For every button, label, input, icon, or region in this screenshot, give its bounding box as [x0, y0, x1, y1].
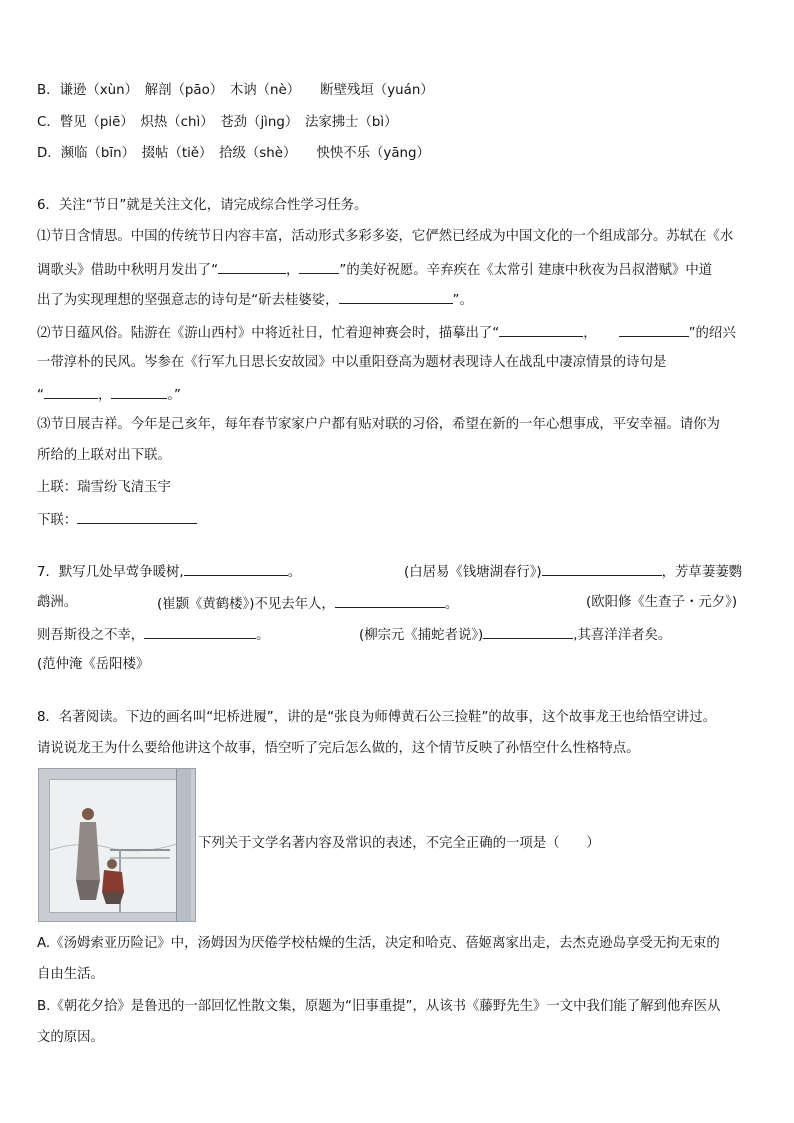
answer-blank[interactable]	[218, 260, 286, 274]
lower-couplet: 下联：	[37, 510, 197, 530]
answer-blank[interactable]	[499, 323, 583, 337]
q6-part3-line1: ⑶节日展吉祥。今年是己亥年，每年春节家家户户都有贴对联的习俗，希望在新的一年心想事成，平安幸福。请你为	[37, 417, 720, 432]
answer-blank[interactable]	[542, 562, 662, 576]
illustration-image	[38, 768, 196, 922]
q8-option-b-line2: 文的原因。	[37, 1030, 104, 1045]
upper-couplet: 上联：瑞雪纷飞清玉宇	[37, 480, 171, 495]
q7-line3-right: (柳宗元《捕蛇者说》) ,其喜洋洋者矣。	[359, 625, 671, 645]
answer-blank[interactable]	[339, 290, 453, 304]
answer-blank[interactable]	[111, 385, 167, 399]
illustration-border-band	[176, 769, 191, 921]
q6-part2-line2: 一带淳朴的民风。岑参在《行军九日思长安故园》中以重阳登高为题材表现诗人在战乱中凄凉情景的诗句是	[37, 355, 667, 370]
q6-part3-line2: 所给的上联对出下联。	[37, 448, 171, 463]
answer-blank[interactable]	[44, 385, 98, 399]
q7-line2-right: (欧阳修《生查子・元夕》)	[586, 595, 738, 610]
figure-scene-icon	[50, 780, 184, 912]
q6-part1-line3: 出了为实现理想的坚强意志的诗句是“斫去桂婆娑， ”。	[37, 290, 473, 310]
q8-line1: 8．名著阅读。下边的画名叫“圯桥进履”，讲的是“张良为师傅黄石公三捡鞋”的故事，这个故事龙王也给悟空讲过。	[37, 710, 717, 725]
q7-line4: (范仲淹《岳阳楼》	[37, 657, 150, 672]
q6-part1-line2: 调歌头》借助中秋明月发出了“ ， ”的美好祝愿。辛弃疾在《太常引 建康中秋夜为吕叔潜赋》中道	[37, 260, 712, 280]
answer-blank[interactable]	[299, 260, 339, 274]
q6-part2-line1: ⑵节日蕴风俗。陆游在《游山西村》中将近社日，忙着迎神赛会时，描摹出了“ ， ”的绍兴	[37, 323, 736, 343]
q7-line2-left: 鹉洲。	[37, 595, 78, 610]
q7-line2-mid: (崔颢《黄鹤楼》)不见去年人， 。	[157, 594, 458, 614]
q5-option-b: B．谦逊（xùn） 解剖（pāo） 木讷（nè） 断壁残垣（yuán）	[37, 83, 434, 98]
q6-part1-line1: ⑴节日含情思。中国的传统节日内容丰富，活动形式多彩多姿，它俨然已经成为中国文化的一个组成部分。苏轼在《水	[37, 229, 734, 244]
q8-option-a-line2: 自由生活。	[37, 967, 104, 982]
q7-line3-left: 则吾斯役之不幸， 。	[37, 625, 270, 645]
answer-blank[interactable]	[619, 323, 689, 337]
answer-blank[interactable]	[483, 625, 573, 639]
illustration-frame	[49, 779, 185, 913]
q8-side-question: 下列关于文学名著内容及常识的表述，不完全正确的一项是（ ）	[198, 836, 600, 851]
answer-blank[interactable]	[184, 562, 288, 576]
q8-option-a-line1: A.《汤姆索亚历险记》中，汤姆因为厌倦学校枯燥的生活，决定和哈克、蓓姬离家出走，去杰克逊岛享受无拘无束的	[37, 936, 720, 951]
q7-line1-right: (白居易《钱塘湖春行》) ，芳草萋萋鹦	[404, 562, 742, 582]
q7-line1-left: 7．默写几处早莺争暖树, 。	[37, 562, 301, 582]
answer-blank[interactable]	[77, 510, 197, 524]
answer-blank[interactable]	[144, 625, 256, 639]
q5-option-c: C．瞥见（piē） 炽热（chì） 苍劲（jìng） 法家拂士（bì）	[37, 115, 398, 130]
q6-part2-line3: “ ， 。”	[37, 385, 181, 405]
q8-line2: 请说说龙王为什么要给他讲这个故事，悟空听了完后怎么做的，这个情节反映了孙悟空什么性格特点。	[37, 741, 640, 756]
q6-stem: 6．关注“节日”就是关注文化，请完成综合性学习任务。	[37, 198, 368, 213]
q8-option-b-line1: B.《朝花夕拾》是鲁迅的一部回忆性散文集，原题为“旧事重提”，从该书《藤野先生》一文中我们能了解到他弃医从	[37, 999, 721, 1014]
q5-option-d: D．濒临（bīn） 掇帖（tiě） 拾级（shè） 怏怏不乐（yāng）	[37, 146, 430, 161]
answer-blank[interactable]	[335, 594, 445, 608]
